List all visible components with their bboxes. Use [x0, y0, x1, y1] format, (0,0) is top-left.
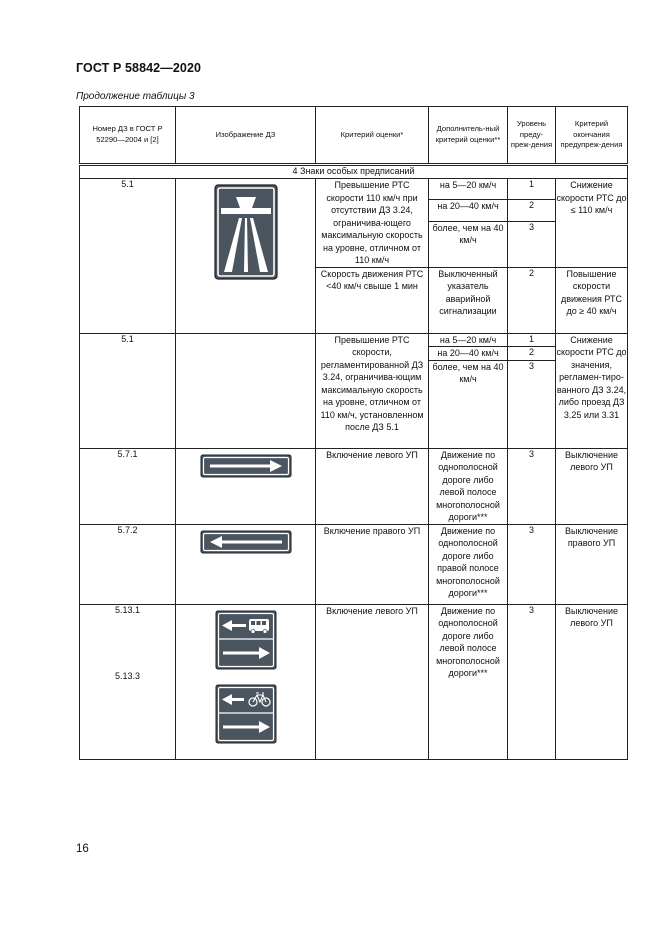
col-header-image: Изображение ДЗ: [176, 107, 316, 165]
sign-code: 5.7.2: [80, 524, 176, 604]
sign-code: 5.13.3: [114, 670, 141, 681]
sign-image-cell: [176, 333, 316, 448]
document-header: ГОСТ Р 58842—2020: [76, 61, 202, 75]
end-criterion: Выключение правого УП: [556, 524, 628, 604]
end-criterion: Повышение скорости движения РТС до ≥ 40 км/ч: [556, 267, 628, 333]
additional-criterion: Выключенный указатель аварийной сигнализации: [429, 267, 508, 333]
table-row: [80, 179, 628, 200]
sign-code: 5.1: [80, 333, 176, 448]
criterion-text: Превышение РТС скорости 110 км/ч при отсутствии ДЗ 3.24, ограничива-ющего максимальную скорость на уровне, отличном от 110 км/ч: [316, 179, 429, 268]
criterion-text: Включение левого УП: [316, 604, 429, 759]
sign-code: 5.7.1: [80, 448, 176, 524]
table-row: [80, 333, 628, 347]
arrow-right-sign-icon: [200, 454, 292, 478]
criterion-text: Включение правого УП: [316, 524, 429, 604]
table-row: [80, 448, 628, 524]
sign-image-cell: [176, 448, 316, 524]
warning-level: 2: [508, 347, 556, 361]
col-header-end: Критерий окончания предупреж-дения: [556, 107, 628, 165]
table-continuation-caption: Продолжение таблицы 3: [76, 91, 195, 102]
table-row: [80, 604, 628, 759]
warning-level: 1: [508, 179, 556, 200]
col-header-code: Номер ДЗ в ГОСТ Р 52290—2004 и [2]: [80, 107, 176, 165]
sign-code: 5.1: [80, 179, 176, 334]
additional-criterion: Движение по однополосной дороге либо левой полосе многополосной дороги***: [429, 448, 508, 524]
additional-criterion: более, чем на 40 км/ч: [429, 360, 508, 448]
signs-table: [79, 106, 628, 760]
warning-level: 3: [508, 524, 556, 604]
additional-criterion: на 20—40 км/ч: [429, 347, 508, 361]
criterion-text: Включение левого УП: [316, 448, 429, 524]
sign-code: 5.13.1: [114, 604, 141, 615]
page-number: 16: [76, 843, 89, 855]
criterion-text: Скорость движения РТС <40 км/ч свыше 1 мин: [316, 267, 429, 333]
warning-level: 2: [508, 200, 556, 221]
warning-level: 3: [508, 221, 556, 267]
warning-level: 1: [508, 333, 556, 347]
section-title: 4 Знаки особых предписаний: [80, 165, 628, 179]
warning-level: 2: [508, 267, 556, 333]
arrow-left-sign-icon: [200, 530, 292, 554]
section-row: [80, 165, 628, 179]
sign-image-cell: [176, 179, 316, 334]
end-criterion: Снижение скорости РТС до ≤ 110 км/ч: [556, 179, 628, 268]
additional-criterion: Движение по однополосной дороге либо левой полосе многополосной дороги***: [429, 604, 508, 759]
sign-image-cell: [176, 524, 316, 604]
end-criterion: Выключение левого УП: [556, 448, 628, 524]
criterion-text: Превышение РТС скорости, регламентированной ДЗ 3.24, ограничива-ющим максимальную скорость на уровне, отличном от 110 км/ч, установленном после ДЗ 5.1: [316, 333, 429, 448]
additional-criterion: на 20—40 км/ч: [429, 200, 508, 221]
col-header-additional: Дополнитель-ный критерий оценки**: [429, 107, 508, 165]
warning-level: 3: [508, 360, 556, 448]
warning-level: 3: [508, 448, 556, 524]
motorway-sign-icon: [214, 184, 278, 280]
end-criterion: Снижение скорости РТС до значения, регламен-тиро-ванного ДЗ 3.24, либо проезд ДЗ 3.25 или 3.31: [556, 333, 628, 448]
additional-criterion: Движение по однополосной дороге либо правой полосе многополосной дороги***: [429, 524, 508, 604]
additional-criterion: более, чем на 40 км/ч: [429, 221, 508, 267]
col-header-level: Уровень преду-преж-дения: [508, 107, 556, 165]
bicycle-lane-sign-icon: [215, 684, 277, 744]
additional-criterion: на 5—20 км/ч: [429, 179, 508, 200]
col-header-criterion: Критерий оценки*: [316, 107, 429, 165]
sign-code-cell: [80, 604, 176, 759]
warning-level: 3: [508, 604, 556, 759]
sign-image-cell: [176, 604, 316, 759]
end-criterion: Выключение левого УП: [556, 604, 628, 759]
additional-criterion: на 5—20 км/ч: [429, 333, 508, 347]
table-row: [80, 524, 628, 604]
table-header-row: [80, 107, 628, 165]
bus-lane-sign-icon: [215, 610, 277, 670]
